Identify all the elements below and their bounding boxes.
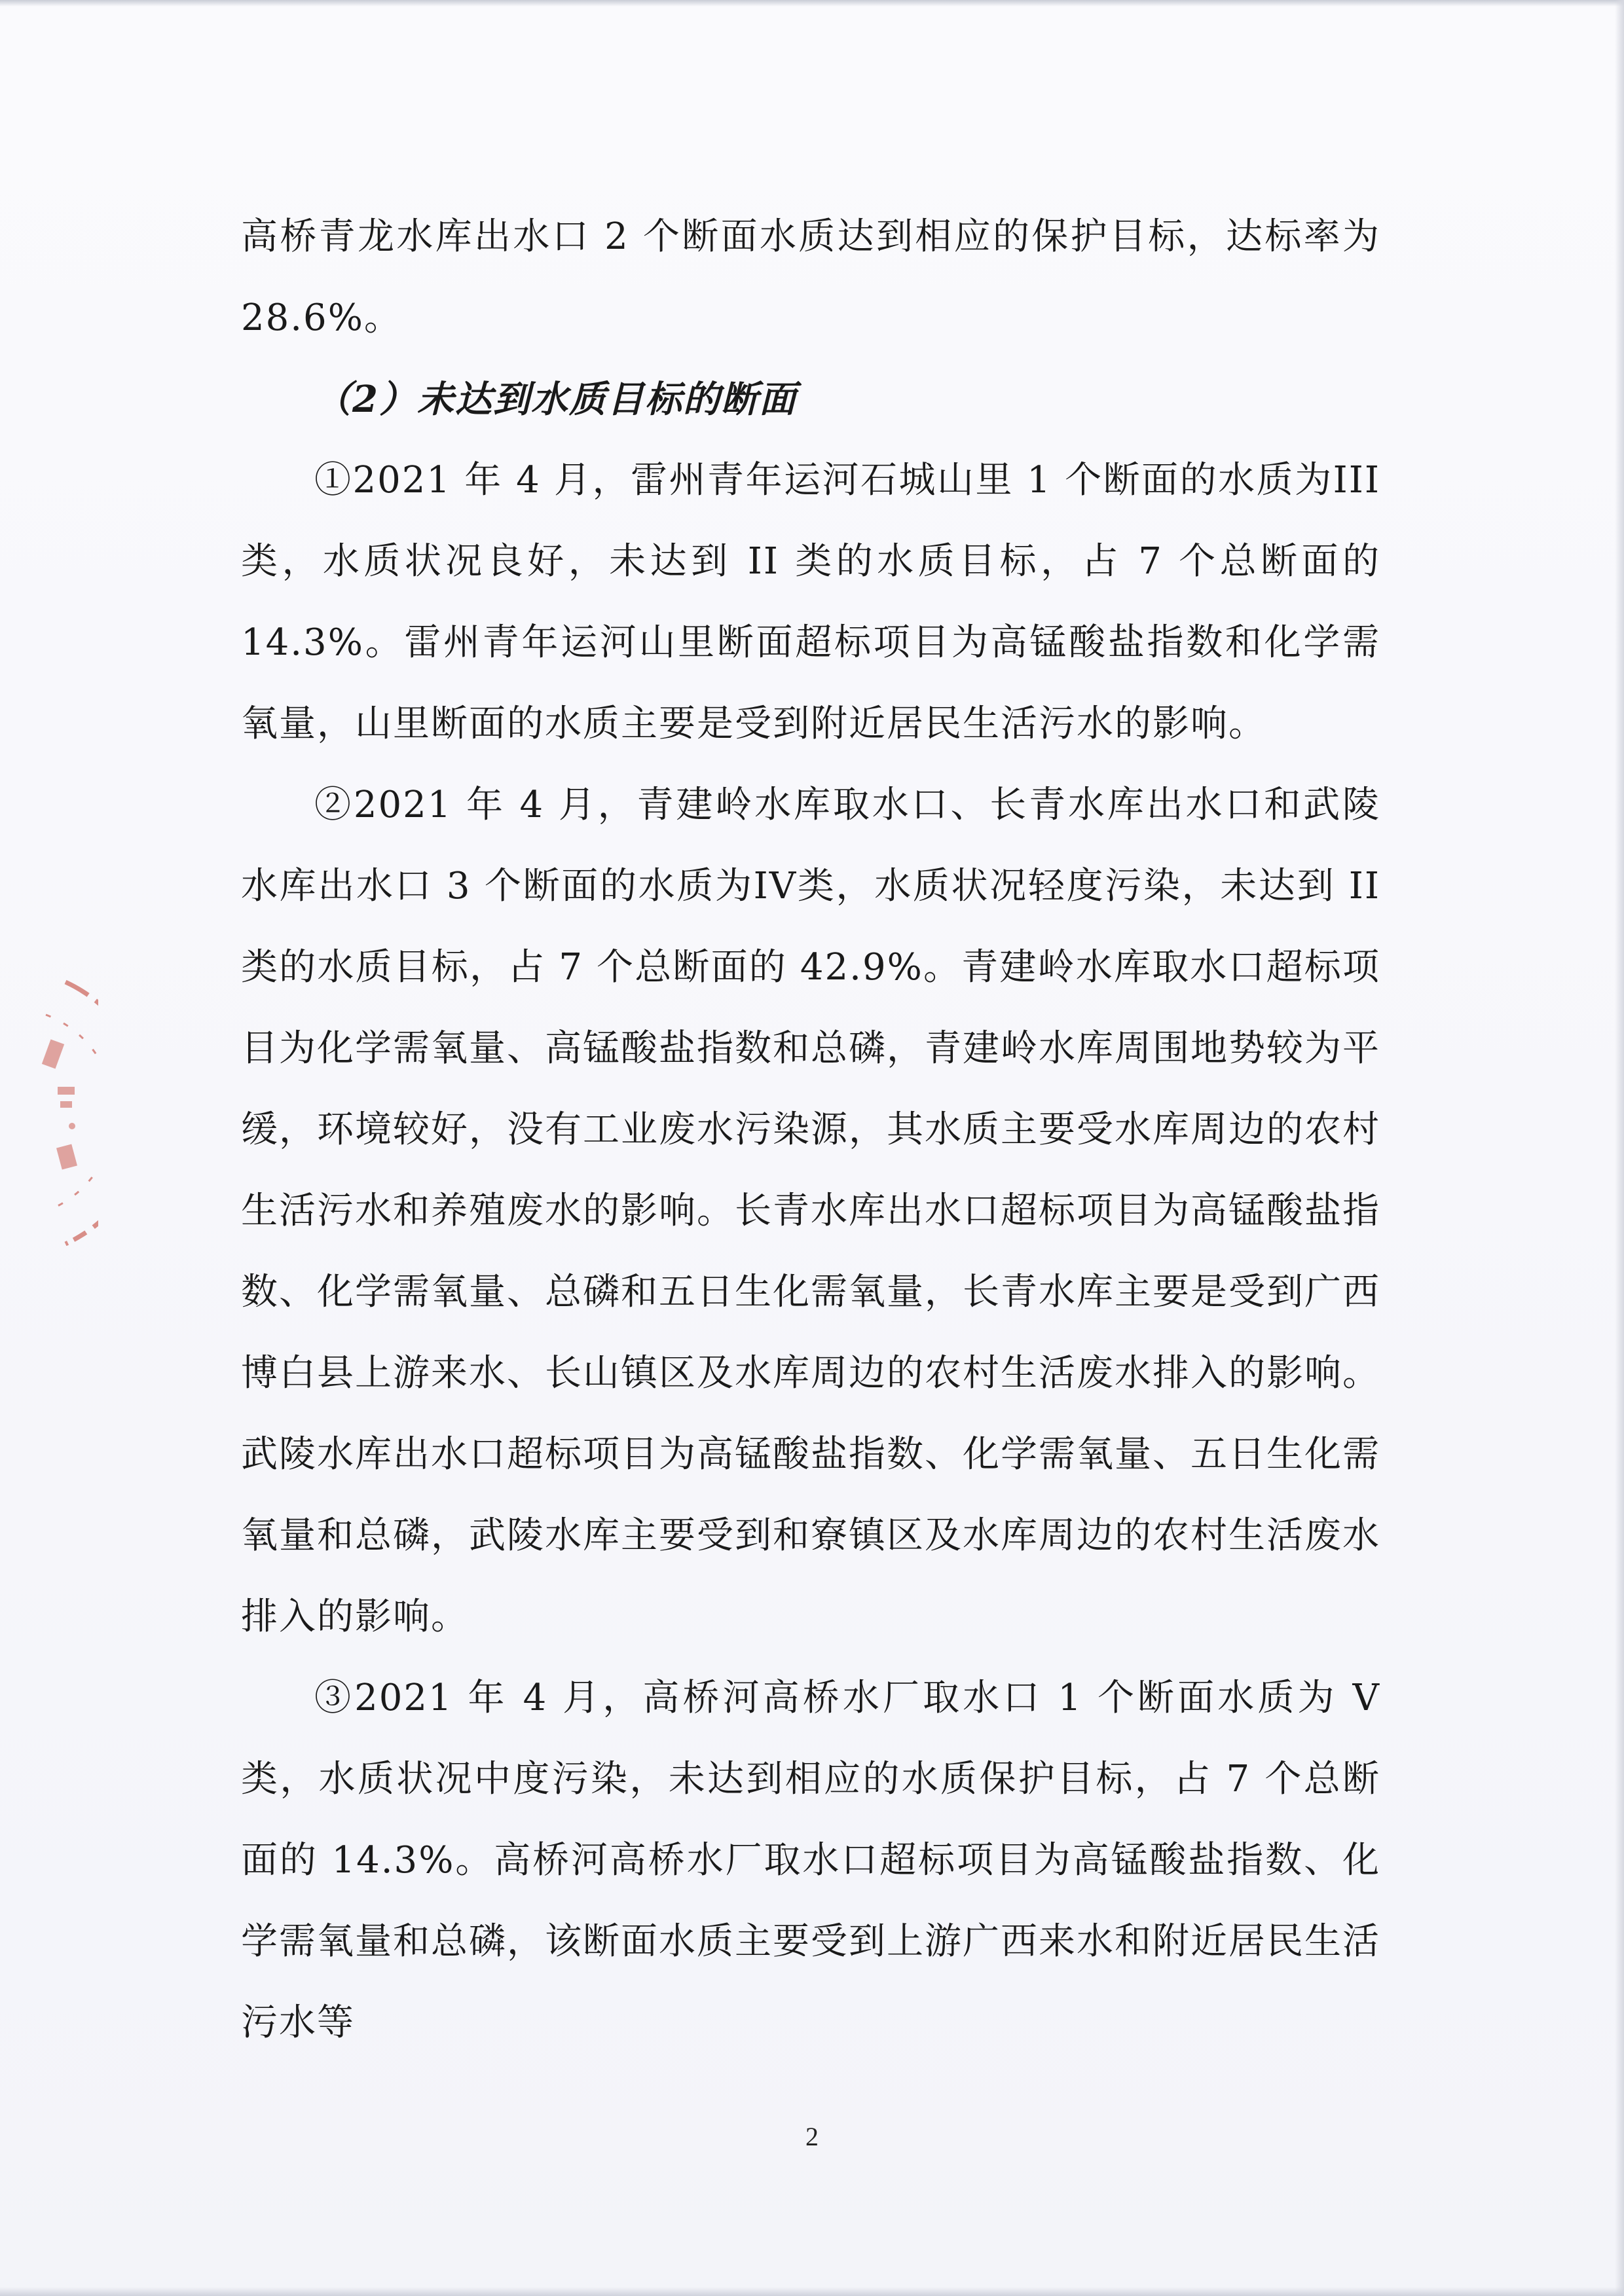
scan-shadow-bottom — [0, 2287, 1624, 2296]
official-seal-stamp — [0, 956, 98, 1270]
paragraph-item-1: ①2021 年 4 月，雷州青年运河石城山里 1 个断面的水质为III类，水质状况良好，未达到 II 类的水质目标，占 7 个总断面的 14.3%。雷州青年运河山里断面超标项目为高锰酸盐指数和化学需氧量，山里断面的水质主要是受到附近居民生活污水的影响。 — [241, 459, 1380, 745]
page-number: 2 — [805, 2122, 819, 2151]
section-heading: （2）未达到水质目标的断面 — [314, 378, 797, 421]
paragraph-item-3: ③2021 年 4 月，高桥河高桥水厂取水口 1 个断面水质为 V 类，水质状况中度污染，未达到相应的水质保护目标，占 7 个总断面的 14.3%。高桥河高桥水厂取水口超标项目为高锰酸盐指数、化学需氧量和总磷，该断面水质主要受到上游广西来水和附近居民生活污水等 — [241, 1677, 1380, 2044]
scan-shadow-right — [1615, 0, 1624, 2296]
document-body — [241, 196, 1380, 2064]
paragraph-continuation: 高桥青龙水库出水口 2 个断面水质达到相应的保护目标，达标率为28.6%。 — [241, 215, 1380, 339]
scan-shadow-top — [0, 0, 1624, 7]
paragraph-item-2: ②2021 年 4 月，青建岭水库取水口、长青水库出水口和武陵水库出水口 3 个断面的水质为IV类，水质状况轻度污染，未达到 II 类的水质目标，占 7 个总断面的 42.9%。青建岭水库取水口超标项目为化学需氧量、高锰酸盐指数和总磷，青建岭水库周围地势较为平缓，环境较好，没有工业废水污染源，其水质主要受水库周边的农村生活污水和养殖废水的影响。长青水库出水口超标项目为高锰酸盐指数、化学需氧量、总磷和五日生化需氧量，长青水库主要是受到广西博白县上游来水、长山镇区及水库周边的农村生活废水排入的影响。武陵水库出水口超标项目为高锰酸盐指数、化学需氧量、五日生化需氧量和总磷，武陵水库主要受到和寮镇区及水库周边的农村生活废水排入的影响。 — [241, 784, 1380, 1638]
